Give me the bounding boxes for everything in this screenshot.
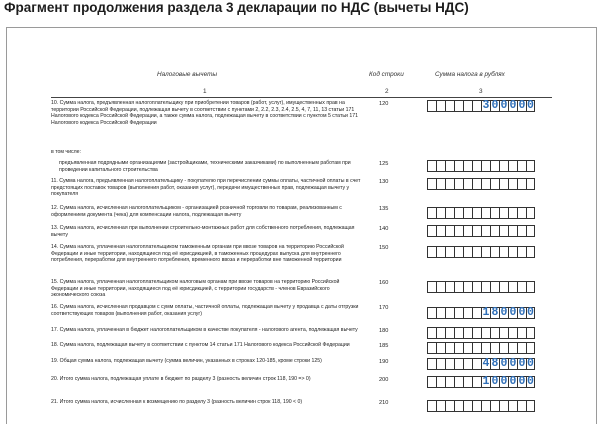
row-description: 15. Сумма налога, уплаченная налогоплательщиком налоговым органам при ввозе товаров на территорию Российской Федерации и иные территории, находящиеся под её юрисдикцией, с территории государств - членов Евразийского экономического союза (51, 279, 340, 299)
row-description: 12. Сумма налога, исчисленная налогоплательщиком - организацией розничной торговли по товарам, реализованным с оформлением документа (чека) для компенсации налога, подлежащая вычету (51, 205, 342, 218)
row-line-code: 125 (379, 161, 389, 167)
row-description: 11. Сумма налога, предъявленная налогоплательщику - покупателю при перечислении суммы оплаты, частичной оплаты в счет предстоящих поставок товаров (выполнения работ, оказания услуг), передачи имущественных прав, подлежащая вычету у покупателя (51, 178, 361, 198)
digit-cell[interactable] (454, 225, 463, 237)
digit-cell[interactable] (445, 327, 454, 339)
digit-cell[interactable] (454, 376, 463, 388)
digit-cell[interactable] (517, 225, 526, 237)
digit-cell[interactable] (436, 100, 445, 112)
row-description: 13. Сумма налога, исчисленная при выполнении строительно-монтажных работ для собственного потребления, подлежащая вычету (51, 225, 355, 238)
digit-cell[interactable] (490, 160, 499, 172)
digit-cell[interactable] (472, 160, 481, 172)
digit-cell[interactable] (454, 246, 463, 258)
column-header-line-code: Код строки (369, 71, 404, 78)
digit-cell[interactable]: 0 (509, 357, 517, 370)
digit-cell[interactable]: 0 (518, 357, 526, 370)
header-divider (51, 97, 552, 98)
digit-cell[interactable] (463, 307, 472, 319)
row-line-code: 150 (379, 245, 389, 251)
digit-cell[interactable]: 0 (518, 375, 526, 388)
declaration-table (7, 28, 596, 424)
digit-cell[interactable] (499, 246, 508, 258)
digit-cell[interactable] (517, 342, 526, 354)
digit-cell[interactable] (499, 207, 508, 219)
digit-cell[interactable] (463, 400, 472, 412)
digit-cell[interactable]: 0 (527, 99, 534, 112)
digit-cell[interactable] (499, 225, 508, 237)
digit-cell[interactable] (436, 246, 445, 258)
digit-cell[interactable] (427, 400, 436, 412)
digit-cell[interactable] (481, 178, 490, 190)
digit-cell[interactable]: 0 (500, 99, 508, 112)
digit-cell[interactable] (490, 281, 499, 293)
digit-cell[interactable] (499, 342, 508, 354)
digit-cell[interactable] (436, 225, 445, 237)
digit-cell[interactable] (463, 358, 472, 370)
digit-cell[interactable] (526, 160, 535, 172)
digit-cell[interactable] (508, 225, 517, 237)
column-number-3: 3 (479, 88, 483, 95)
row-line-code: 180 (379, 328, 389, 334)
digit-cell[interactable] (472, 225, 481, 237)
digit-cell[interactable] (472, 281, 481, 293)
digit-cell[interactable]: 0 (518, 306, 526, 319)
digit-cell[interactable] (463, 160, 472, 172)
digit-cell[interactable] (526, 207, 535, 219)
tax-sum-cells (427, 281, 535, 293)
digit-cell[interactable] (472, 207, 481, 219)
tax-sum-cells (427, 342, 535, 354)
digit-cell[interactable] (499, 400, 508, 412)
digit-cell[interactable] (436, 207, 445, 219)
declaration-sheet (6, 27, 597, 424)
row-description: в том числе: (51, 149, 81, 155)
digit-cell[interactable] (481, 225, 490, 237)
digit-cell[interactable] (472, 178, 481, 190)
digit-cell[interactable] (472, 246, 481, 258)
digit-cell[interactable] (508, 178, 517, 190)
column-header-deductions: Налоговые вычеты (157, 71, 218, 78)
digit-cell[interactable] (454, 342, 463, 354)
digit-cell[interactable] (490, 246, 499, 258)
digit-cell[interactable] (427, 246, 436, 258)
digit-cell[interactable] (445, 307, 454, 319)
row-line-code: 160 (379, 280, 389, 286)
digit-cell[interactable] (436, 307, 445, 319)
row-description: предъявленная подрядными организациями (застройщиками, техническими заказчиками) по выполненным работам при проведении капитального строительства (59, 160, 351, 173)
row-description: 20. Итого сумма налога, подлежащая уплате в бюджет по разделу 3 (разность величин строк 118, 190 => 0) (51, 376, 311, 382)
digit-cell[interactable] (463, 281, 472, 293)
digit-cell[interactable] (463, 207, 472, 219)
digit-cell[interactable] (445, 100, 454, 112)
digit-cell[interactable] (454, 281, 463, 293)
tax-sum-cells (427, 376, 535, 388)
digit-cell[interactable] (445, 376, 454, 388)
digit-cell[interactable] (427, 100, 436, 112)
digit-cell[interactable]: 0 (518, 99, 526, 112)
digit-cell[interactable] (427, 342, 436, 354)
digit-cell[interactable] (454, 307, 463, 319)
digit-cell[interactable] (463, 342, 472, 354)
digit-cell[interactable] (517, 160, 526, 172)
digit-cell[interactable] (508, 246, 517, 258)
digit-cell[interactable] (454, 100, 463, 112)
digit-cell[interactable] (517, 327, 526, 339)
digit-cell[interactable]: 0 (500, 375, 508, 388)
tax-sum-cells (427, 327, 535, 339)
digit-cell[interactable] (517, 246, 526, 258)
tax-sum-cells (427, 207, 535, 219)
digit-cell[interactable] (472, 376, 481, 388)
digit-cell[interactable]: 0 (500, 357, 508, 370)
digit-cell[interactable] (499, 178, 508, 190)
digit-cell[interactable] (508, 160, 517, 172)
row-line-code: 185 (379, 343, 389, 349)
digit-cell[interactable] (463, 376, 472, 388)
digit-cell[interactable]: 1 (482, 375, 490, 388)
digit-cell[interactable] (436, 376, 445, 388)
digit-cell[interactable] (481, 327, 490, 339)
row-line-code: 200 (379, 377, 389, 383)
row-line-code: 190 (379, 359, 389, 365)
row-description: 18. Сумма налога, подлежащая вычету в соответствии с пунктом 14 статьи 171 Налогового кодекса Российской Федерации (51, 342, 350, 348)
digit-cell[interactable] (463, 327, 472, 339)
digit-cell[interactable] (526, 178, 535, 190)
digit-cell[interactable] (499, 160, 508, 172)
digit-cell[interactable] (517, 281, 526, 293)
digit-cell[interactable] (463, 225, 472, 237)
digit-cell[interactable] (427, 376, 436, 388)
digit-cell[interactable] (472, 307, 481, 319)
digit-cell[interactable] (517, 207, 526, 219)
column-number-1: 1 (203, 88, 207, 95)
digit-cell[interactable]: 3 (482, 99, 490, 112)
digit-cell[interactable] (463, 246, 472, 258)
tax-sum-cells (427, 358, 535, 370)
digit-cell[interactable] (445, 342, 454, 354)
digit-cell[interactable] (436, 160, 445, 172)
digit-cell[interactable] (427, 358, 436, 370)
digit-cell[interactable] (490, 342, 499, 354)
digit-cell[interactable]: 4 (482, 357, 490, 370)
column-header-tax-sum: Сумма налога в рублях (435, 71, 505, 78)
digit-cell[interactable] (427, 307, 436, 319)
digit-cell[interactable] (481, 207, 490, 219)
digit-cell[interactable] (481, 160, 490, 172)
row-line-code: 210 (379, 400, 389, 406)
column-number-2: 2 (385, 88, 389, 95)
digit-cell[interactable] (490, 327, 499, 339)
digit-cell[interactable] (481, 400, 490, 412)
digit-cell[interactable] (508, 281, 517, 293)
tax-sum-cells (427, 160, 535, 172)
tax-sum-cells (427, 246, 535, 258)
row-line-code: 135 (379, 206, 389, 212)
digit-cell[interactable]: 0 (509, 375, 517, 388)
row-description: 21. Итого сумма налога, исчисленная к возмещению по разделу 3 (разность величин строк 118, 190 < 0) (51, 399, 303, 405)
digit-cell[interactable] (472, 400, 481, 412)
digit-cell[interactable] (526, 281, 535, 293)
digit-cell[interactable] (481, 281, 490, 293)
digit-cell[interactable]: 1 (482, 306, 490, 319)
tax-sum-cells (427, 225, 535, 237)
digit-cell[interactable]: 8 (491, 357, 499, 370)
digit-cell[interactable]: 0 (527, 306, 534, 319)
digit-cell[interactable]: 0 (491, 99, 499, 112)
tax-sum-cells (427, 100, 535, 112)
digit-cell[interactable] (454, 358, 463, 370)
digit-cell[interactable] (472, 358, 481, 370)
digit-cell[interactable] (490, 207, 499, 219)
digit-cell[interactable] (436, 178, 445, 190)
digit-cell[interactable] (436, 358, 445, 370)
digit-cell[interactable] (517, 400, 526, 412)
digit-cell[interactable] (427, 178, 436, 190)
page-title: Фрагмент продолжения раздела 3 декларации по НДС (вычеты НДС) (4, 0, 469, 15)
row-description: 17. Сумма налога, уплаченная в бюджет налогоплательщиком в качестве покупателя - налогового агента, подлежащая вычету (51, 327, 358, 333)
digit-cell[interactable] (436, 327, 445, 339)
tax-sum-cells (427, 307, 535, 319)
digit-cell[interactable] (427, 225, 436, 237)
digit-cell[interactable] (463, 178, 472, 190)
digit-cell[interactable] (526, 400, 535, 412)
digit-cell[interactable] (445, 207, 454, 219)
digit-cell[interactable] (526, 225, 535, 237)
tax-sum-cells (427, 178, 535, 190)
row-line-code: 170 (379, 305, 389, 311)
digit-cell[interactable] (490, 225, 499, 237)
digit-cell[interactable] (445, 225, 454, 237)
digit-cell[interactable] (526, 342, 535, 354)
digit-cell[interactable] (490, 400, 499, 412)
digit-cell[interactable] (427, 327, 436, 339)
digit-cell[interactable] (454, 178, 463, 190)
digit-cell[interactable]: 0 (491, 375, 499, 388)
digit-cell[interactable] (499, 281, 508, 293)
digit-cell[interactable]: 0 (527, 375, 534, 388)
digit-cell[interactable] (508, 327, 517, 339)
digit-cell[interactable] (481, 342, 490, 354)
digit-cell[interactable]: 0 (500, 306, 508, 319)
digit-cell[interactable] (445, 281, 454, 293)
row-line-code: 120 (379, 101, 389, 107)
digit-cell[interactable] (490, 178, 499, 190)
digit-cell[interactable] (526, 327, 535, 339)
digit-cell[interactable] (445, 178, 454, 190)
digit-cell[interactable] (454, 327, 463, 339)
digit-cell[interactable] (517, 178, 526, 190)
digit-cell[interactable]: 8 (491, 306, 499, 319)
digit-cell[interactable] (472, 327, 481, 339)
digit-cell[interactable] (454, 207, 463, 219)
digit-cell[interactable] (508, 207, 517, 219)
digit-cell[interactable] (526, 246, 535, 258)
digit-cell[interactable] (472, 100, 481, 112)
digit-cell[interactable] (445, 358, 454, 370)
row-line-code: 130 (379, 179, 389, 185)
digit-cell[interactable] (472, 342, 481, 354)
digit-cell[interactable] (436, 281, 445, 293)
digit-cell[interactable] (481, 246, 490, 258)
digit-cell[interactable]: 0 (509, 99, 517, 112)
digit-cell[interactable] (508, 400, 517, 412)
digit-cell[interactable] (508, 342, 517, 354)
digit-cell[interactable] (436, 342, 445, 354)
digit-cell[interactable] (427, 160, 436, 172)
digit-cell[interactable] (427, 281, 436, 293)
digit-cell[interactable] (454, 160, 463, 172)
row-description: 10. Сумма налога, предъявленная налогоплательщику при приобретении товаров (работ, услуг), имущественных прав на территории Российской Федерации, подлежащая вычету в соответствии с пунктами 2, 2.2, 2.3, 2.4, 2.5, 4, 7, 11, 13 статьи 171 Налогового кодекса Российской Федерации, а также сумма налога, подлежащая вычету в соответствии с пунктом 5 статьи 171 Налогового кодекса Российской Федерации (51, 100, 359, 126)
row-description: 14. Сумма налога, уплаченная налогоплательщиком таможенным органам при ввозе товаров на территорию Российской Федерации и иные территории, находящиеся под её юрисдикцией, в таможенных процедурах выпуска для внутреннего потребления, переработки для внутреннего потребления, временного ввоза и переработки вне таможенной территории (51, 244, 344, 264)
digit-cell[interactable] (436, 400, 445, 412)
digit-cell[interactable] (427, 207, 436, 219)
digit-cell[interactable] (445, 400, 454, 412)
tax-sum-cells (427, 400, 535, 412)
row-description: 19. Общая сумма налога, подлежащая вычету (сумма величин, указанных в строках 120-185, кроме строки 125) (51, 358, 322, 364)
digit-cell[interactable] (463, 100, 472, 112)
row-line-code: 140 (379, 226, 389, 232)
digit-cell[interactable]: 0 (509, 306, 517, 319)
digit-cell[interactable]: 0 (527, 357, 534, 370)
digit-cell[interactable] (445, 246, 454, 258)
digit-cell[interactable] (454, 400, 463, 412)
digit-cell[interactable] (499, 327, 508, 339)
row-description: 16. Сумма налога, исчисленная продавцом с сумм оплаты, частичной оплаты, подлежащая вычету у продавца с даты отгрузки соответствующих товаров (выполнения работ, оказания услуг) (51, 304, 359, 317)
digit-cell[interactable] (445, 160, 454, 172)
